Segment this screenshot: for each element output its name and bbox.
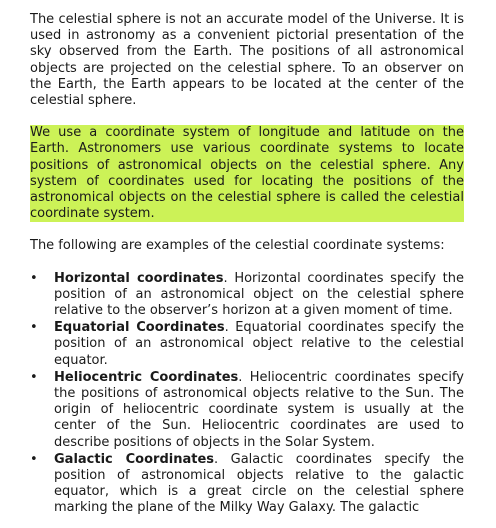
list-item	[30, 370, 464, 451]
list-item-text: . Horizontal coordinates specify the position of an astronomical object on the celestial sphere relative to the observer’s horizon at a given moment of time.	[54, 270, 465, 319]
list-intro-paragraph: The following are examples of the celestial coordinate systems:	[30, 238, 445, 254]
list-item	[30, 271, 464, 320]
bullet-icon: •	[30, 270, 38, 286]
bullet-icon: •	[30, 320, 38, 336]
bullet-icon: •	[30, 369, 38, 385]
list-item-term: Galactic Coordinates	[54, 451, 215, 467]
list-item-text: . Heliocentric coordinates specify the positions of astronomical objects relative to the Sun. The origin of heliocentric coordinate system is usually at the center of the Sun. Heliocentric coordinates are used to describe positions of objects in the Solar System.	[54, 369, 464, 450]
document-body	[30, 12, 464, 518]
coordinate-systems-list	[30, 271, 464, 517]
list-item	[30, 320, 464, 369]
list-item-term: Horizontal coordinates	[54, 270, 224, 286]
list-item-term: Heliocentric Coordinates	[54, 369, 239, 385]
list-item-text: . Equatorial coordinates specify the position of an astronomical object relative to the celestial equator.	[54, 320, 465, 368]
bullet-icon: •	[30, 451, 38, 467]
intro-paragraph: The celestial sphere is not an accurate model of the Universe. It is used in astronomy as a convenient pictorial presentation of the sky observed from the Earth. The positions of all astronomical objects are projected on the celestial sphere. To an observer on the Earth, the Earth appears to be located at the center of the celestial sphere.	[30, 12, 464, 109]
list-item-term: Equatorial Coordinates	[54, 320, 225, 336]
list-item	[30, 452, 464, 517]
list-item-text: . Galactic coordinates specify the position of astronomical objects relative to the galactic equator, which is a great circle on the celestial sphere marking the plane of the Milky Way Galaxy. The galactic	[54, 451, 464, 516]
highlighted-paragraph: We use a coordinate system of longitude and latitude on the Earth. Astronomers use various coordinate systems to locate positions of astronomical objects on the celestial sphere. Any system of coordinates used for locating the positions of the astronomical objects on the celestial sphere is called the celestial coordinate system.	[30, 125, 464, 222]
